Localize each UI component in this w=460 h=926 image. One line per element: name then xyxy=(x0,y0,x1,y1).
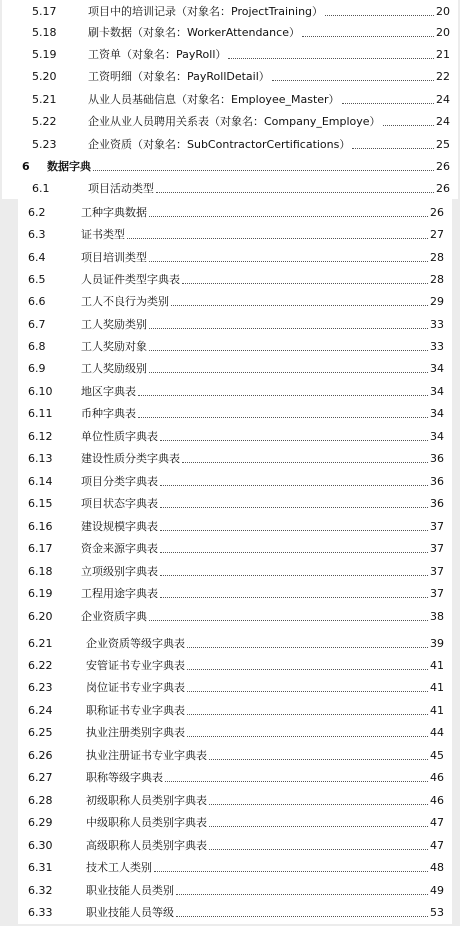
toc-number: 6.9 xyxy=(28,361,46,375)
toc-number: 6.13 xyxy=(28,451,53,465)
toc-number: 5.23 xyxy=(32,137,57,151)
leader-dots xyxy=(138,416,428,418)
toc-title: 执业注册证书专业字典表 xyxy=(86,749,207,762)
toc-title: 项目分类字典表 xyxy=(81,475,158,488)
toc-page: 46 xyxy=(430,770,444,784)
toc-page: 22 xyxy=(436,69,450,83)
toc-number: 6.3 xyxy=(28,227,46,241)
toc-title: 项目状态字典表 xyxy=(81,497,158,510)
toc-number: 6.21 xyxy=(28,636,53,650)
toc-page: 41 xyxy=(430,703,444,717)
toc-page: 26 xyxy=(436,159,450,173)
toc-title: 数据字典 xyxy=(47,160,91,173)
toc-chapter-entry[interactable] xyxy=(2,155,452,177)
leader-dots xyxy=(209,758,428,760)
toc-page: 49 xyxy=(430,883,444,897)
leader-dots xyxy=(154,870,428,872)
toc-number: 6.27 xyxy=(28,770,53,784)
toc-page: 48 xyxy=(430,860,444,874)
toc-entry[interactable] xyxy=(2,133,452,155)
toc-title: 项目中的培训记录（对象名：ProjectTraining） xyxy=(88,5,324,18)
toc-page: 44 xyxy=(430,725,444,739)
toc-title: 人员证件类型字典表 xyxy=(81,273,180,286)
leader-dots xyxy=(160,529,428,531)
leader-dots xyxy=(156,191,434,193)
toc-entry[interactable] xyxy=(18,699,448,721)
toc-title: 职业技能人员类别 xyxy=(86,884,174,897)
toc-entry[interactable] xyxy=(18,766,448,788)
toc-entry[interactable] xyxy=(18,560,448,582)
leader-dots xyxy=(149,371,428,373)
toc-entry[interactable] xyxy=(18,470,448,492)
toc-title: 单位性质字典表 xyxy=(81,430,158,443)
leader-dots xyxy=(182,282,428,284)
toc-number: 6.23 xyxy=(28,680,53,694)
toc-entry[interactable] xyxy=(18,654,448,676)
toc-entry[interactable] xyxy=(18,537,448,559)
toc-entry[interactable] xyxy=(2,88,452,110)
toc-entry[interactable] xyxy=(18,582,448,604)
toc-page: 39 xyxy=(430,636,444,650)
toc-page: 41 xyxy=(430,658,444,672)
leader-dots xyxy=(352,147,434,149)
toc-title: 币种字典表 xyxy=(81,407,136,420)
toc-number: 6.2 xyxy=(28,205,46,219)
toc-title: 技术工人类别 xyxy=(86,861,152,874)
toc-number: 6.18 xyxy=(28,564,53,578)
toc-page: 24 xyxy=(436,92,450,106)
leader-dots xyxy=(383,124,434,126)
toc-title: 建设规模字典表 xyxy=(81,520,158,533)
toc-entry[interactable] xyxy=(18,402,448,424)
leader-dots xyxy=(182,461,428,463)
toc-page: 33 xyxy=(430,317,444,331)
toc-title: 工资明细（对象名：PayRollDetail） xyxy=(88,70,270,83)
toc-title: 企业资质（对象名：SubContractorCertifications） xyxy=(88,138,351,151)
leader-dots xyxy=(171,304,428,306)
toc-panel-middle xyxy=(18,199,452,630)
toc-number: 6.6 xyxy=(28,294,46,308)
toc-title: 刷卡数据（对象名：WorkerAttendance） xyxy=(88,26,300,39)
toc-page: 45 xyxy=(430,748,444,762)
toc-page: 26 xyxy=(430,205,444,219)
toc-page: 38 xyxy=(430,609,444,623)
toc-page: 29 xyxy=(430,294,444,308)
toc-page: 26 xyxy=(436,181,450,195)
leader-dots xyxy=(149,349,428,351)
leader-dots xyxy=(127,237,428,239)
toc-title: 工资单（对象名：PayRoll） xyxy=(88,48,227,61)
leader-dots xyxy=(160,439,428,441)
leader-dots xyxy=(209,825,428,827)
leader-dots xyxy=(93,169,434,171)
toc-page: 28 xyxy=(430,272,444,286)
toc-number: 6.11 xyxy=(28,406,53,420)
toc-page: 36 xyxy=(430,496,444,510)
toc-page: 37 xyxy=(430,564,444,578)
toc-title: 立项级别字典表 xyxy=(81,565,158,578)
toc-entry[interactable] xyxy=(18,605,448,627)
leader-dots xyxy=(160,484,428,486)
toc-panel-bottom xyxy=(18,630,452,924)
toc-page: 53 xyxy=(430,905,444,919)
leader-dots xyxy=(160,596,428,598)
toc-number: 6.30 xyxy=(28,838,53,852)
toc-entry[interactable] xyxy=(18,676,448,698)
toc-title: 工人不良行为类别 xyxy=(81,295,169,308)
toc-panel-top xyxy=(2,0,458,199)
toc-entry[interactable] xyxy=(18,335,448,357)
toc-number: 6.15 xyxy=(28,496,53,510)
toc-page: 20 xyxy=(436,25,450,39)
toc-entry[interactable] xyxy=(18,313,448,335)
toc-number: 6.7 xyxy=(28,317,46,331)
toc-title: 中级职称人员类别字典表 xyxy=(86,816,207,829)
leader-dots xyxy=(149,619,428,621)
toc-entry[interactable] xyxy=(18,901,448,923)
leader-dots xyxy=(176,915,428,917)
toc-title: 企业资质等级字典表 xyxy=(86,637,185,650)
leader-dots xyxy=(325,14,434,16)
toc-page: 33 xyxy=(430,339,444,353)
leader-dots xyxy=(228,57,434,59)
toc-title: 职称证书专业字典表 xyxy=(86,704,185,717)
toc-number: 6.22 xyxy=(28,658,53,672)
toc-page: 41 xyxy=(430,680,444,694)
toc-number: 5.20 xyxy=(32,69,57,83)
toc-number: 5.22 xyxy=(32,114,57,128)
toc-entry[interactable] xyxy=(18,492,448,514)
toc-number: 6.33 xyxy=(28,905,53,919)
toc-page: 34 xyxy=(430,361,444,375)
toc-title: 工程用途字典表 xyxy=(81,587,158,600)
toc-entry[interactable] xyxy=(18,357,448,379)
toc-title: 地区字典表 xyxy=(81,385,136,398)
toc-number: 6.19 xyxy=(28,586,53,600)
leader-dots xyxy=(176,893,428,895)
toc-entry[interactable] xyxy=(18,380,448,402)
toc-number: 6.20 xyxy=(28,609,53,623)
toc-title: 工人奖励级别 xyxy=(81,362,147,375)
toc-page: 28 xyxy=(430,250,444,264)
leader-dots xyxy=(209,803,428,805)
toc-title: 建设性质分类字典表 xyxy=(81,452,180,465)
toc-entry[interactable] xyxy=(18,201,448,223)
toc-title: 项目培训类型 xyxy=(81,251,147,264)
toc-title: 执业注册类别字典表 xyxy=(86,726,185,739)
leader-dots xyxy=(187,713,428,715)
toc-number: 6.29 xyxy=(28,815,53,829)
toc-entry[interactable] xyxy=(18,290,448,312)
leader-dots xyxy=(160,574,428,576)
toc-title: 从业人员基础信息（对象名：Employee_Master） xyxy=(88,93,340,106)
toc-entry[interactable] xyxy=(2,110,452,132)
toc-page: 47 xyxy=(430,815,444,829)
leader-dots xyxy=(187,646,428,648)
leader-dots xyxy=(149,327,428,329)
toc-title: 工人奖励对象 xyxy=(81,340,147,353)
toc-number: 6.5 xyxy=(28,272,46,286)
toc-page: 34 xyxy=(430,384,444,398)
toc-entry[interactable] xyxy=(18,721,448,743)
toc-entry[interactable] xyxy=(2,43,452,65)
toc-entry[interactable] xyxy=(2,177,452,199)
toc-title: 工人奖励类别 xyxy=(81,318,147,331)
leader-dots xyxy=(160,506,428,508)
toc-entry[interactable] xyxy=(18,879,448,901)
toc-entry[interactable] xyxy=(18,268,448,290)
toc-title: 职称等级字典表 xyxy=(86,771,163,784)
toc-page: 47 xyxy=(430,838,444,852)
toc-number: 6.24 xyxy=(28,703,53,717)
toc-entry[interactable] xyxy=(18,811,448,833)
toc-number: 6.8 xyxy=(28,339,46,353)
toc-number: 6.10 xyxy=(28,384,53,398)
toc-title: 岗位证书专业字典表 xyxy=(86,681,185,694)
toc-entry[interactable] xyxy=(18,856,448,878)
toc-number: 6.28 xyxy=(28,793,53,807)
toc-number: 6.14 xyxy=(28,474,53,488)
toc-title: 证书类型 xyxy=(81,228,125,241)
toc-title: 初级职称人员类别字典表 xyxy=(86,794,207,807)
toc-number: 6.12 xyxy=(28,429,53,443)
toc-title: 企业资质字典 xyxy=(81,610,147,623)
toc-page: 21 xyxy=(436,47,450,61)
leader-dots xyxy=(302,35,434,37)
toc-page: 34 xyxy=(430,406,444,420)
toc-number: 6.16 xyxy=(28,519,53,533)
toc-page: 37 xyxy=(430,519,444,533)
toc-number: 5.19 xyxy=(32,47,57,61)
leader-dots xyxy=(165,780,428,782)
toc-entry[interactable] xyxy=(18,447,448,469)
toc-title: 安管证书专业字典表 xyxy=(86,659,185,672)
leader-dots xyxy=(149,215,428,217)
toc-entry[interactable] xyxy=(18,246,448,268)
toc-title: 项目活动类型 xyxy=(88,182,154,195)
toc-entry[interactable] xyxy=(18,223,448,245)
leader-dots xyxy=(209,848,428,850)
toc-number: 6.32 xyxy=(28,883,53,897)
toc-page: 34 xyxy=(430,429,444,443)
leader-dots xyxy=(342,102,434,104)
leader-dots xyxy=(187,735,428,737)
toc-page: 37 xyxy=(430,586,444,600)
toc-number: 6.1 xyxy=(32,181,50,195)
toc-number: 5.17 xyxy=(32,4,57,18)
leader-dots xyxy=(187,668,428,670)
toc-page: 27 xyxy=(430,227,444,241)
toc-page: 20 xyxy=(436,4,450,18)
toc-title: 高级职称人员类别字典表 xyxy=(86,839,207,852)
toc-entry[interactable] xyxy=(18,632,448,654)
toc-page: 46 xyxy=(430,793,444,807)
toc-entry[interactable] xyxy=(2,21,452,43)
toc-title: 职业技能人员等级 xyxy=(86,906,174,919)
toc-number: 5.21 xyxy=(32,92,57,106)
toc-title: 资金来源字典表 xyxy=(81,542,158,555)
toc-number: 5.18 xyxy=(32,25,57,39)
toc-number: 6.25 xyxy=(28,725,53,739)
toc-number: 6.4 xyxy=(28,250,46,264)
toc-number: 6.31 xyxy=(28,860,53,874)
leader-dots xyxy=(187,690,428,692)
toc-entry[interactable] xyxy=(18,789,448,811)
toc-entry[interactable] xyxy=(18,515,448,537)
toc-entry[interactable] xyxy=(2,65,452,87)
toc-number: 6.17 xyxy=(28,541,53,555)
toc-page: 36 xyxy=(430,474,444,488)
toc-title: 企业从业人员聘用关系表（对象名：Company_Employe） xyxy=(88,115,381,128)
leader-dots xyxy=(160,551,428,553)
toc-page: 36 xyxy=(430,451,444,465)
toc-page: 24 xyxy=(436,114,450,128)
toc-page: 25 xyxy=(436,137,450,151)
leader-dots xyxy=(138,394,428,396)
toc-number: 6.26 xyxy=(28,748,53,762)
toc-page: 37 xyxy=(430,541,444,555)
leader-dots xyxy=(149,260,428,262)
toc-entry[interactable] xyxy=(2,0,452,22)
toc-title: 工种字典数据 xyxy=(81,206,147,219)
toc-entry[interactable] xyxy=(18,834,448,856)
toc-number: 6 xyxy=(22,159,30,173)
leader-dots xyxy=(272,79,434,81)
toc-entry[interactable] xyxy=(18,744,448,766)
toc-entry[interactable] xyxy=(18,425,448,447)
